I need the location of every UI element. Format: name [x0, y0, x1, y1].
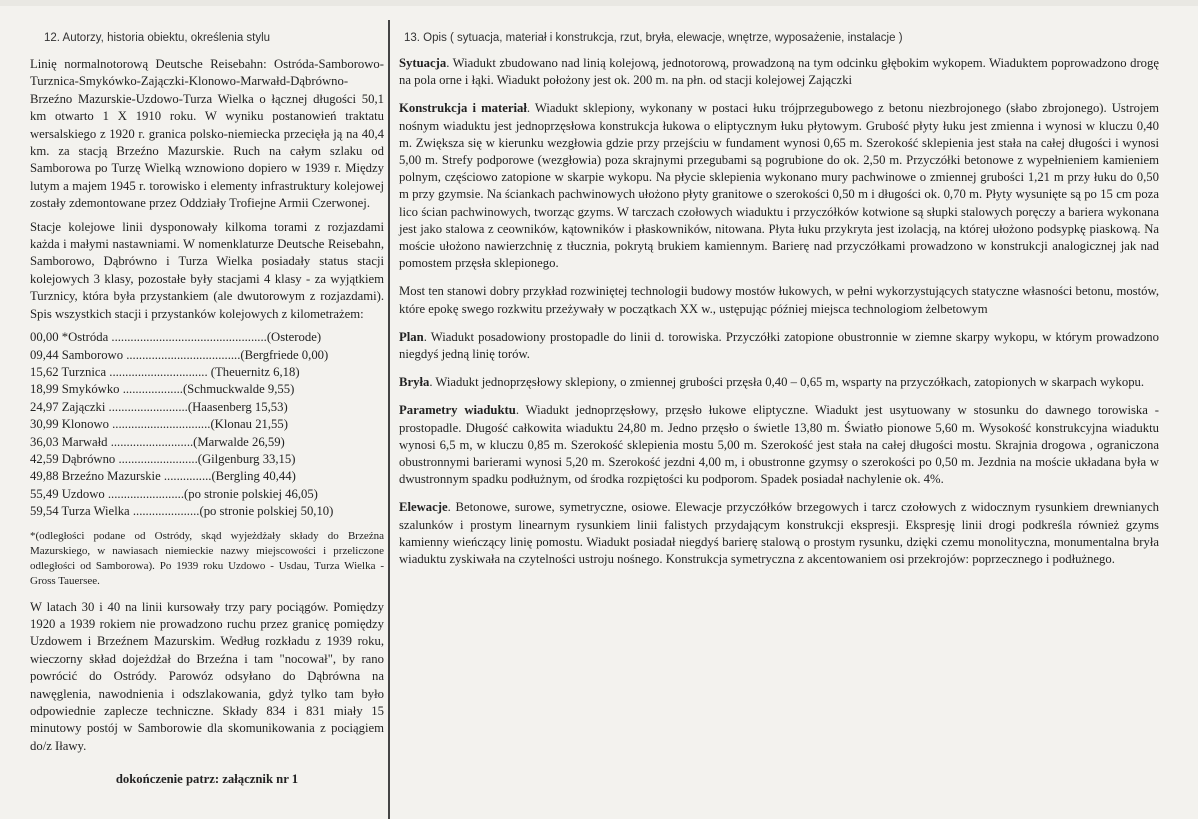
station-item: 15,62 Turznica ............................... (Theuernitz 6,18) — [30, 364, 300, 379]
summary-section — [399, 283, 1159, 317]
form-section — [399, 374, 1159, 391]
right-column — [399, 55, 1159, 579]
station-item: 09,44 Samborowo ....................................(Bergfriede 0,00) — [30, 347, 329, 362]
section-text: Most ten stanowi dobry przykład rozwiniętej technologii budowy mostów łukowych, w pełni wykorzystujących statyczne własności betonu, mostów, które epokę swego rozkwitu przeżywały w początkach XX w., ustępując później miejsca technologiom żelbetowym — [399, 284, 1159, 316]
history-paragraph: Linię normalnotorową Deutsche Reisebahn: Ostróda-Samborowo-Turznica-Smykówko-Zajączki-Klonowo-Marwałd-Dąbrówno-Brzeźno Mazurskie-Uzdowo-Turza Wielka o łącznej długości 50,1 km otwarto 1 X 1910 roku. W wyniku postanowień traktatu wersalskiego z 1920 r. granica polsko-niemiecka przecięła ją na 40,4 km. za stacją Brzeźno Mazurskie. Ruch na całym szlaku od Samborowa po Turzę Wielką wznowiono dopiero w 1939 r. Między lutym a majem 1945 r. torowisko i elementy infrastruktury kolejowej zostały zdemontowane przez Oddziały Trofiejne Armii Czerwonej. — [30, 57, 384, 211]
section-label: Konstrukcja i materiał — [399, 101, 527, 116]
section-text: . Wiadukt sklepiony, wykonany w postaci łuku trójprzegubowego z betonu niezbrojonego (słabo zbrojonego). Ustrojem nośnym wiaduktu jest jednoprzęsłowa konstrukcja łukowa o eliptycznym łuku płytowym. Grubość płyty łuku jest zmienna i wynosi w kluczu 0,40 m. Zwiększa się w kierunku wezgłowia gdzie przy przejściu w fundament wynosi 0,65 m. Szerokość sklepienia jest stała na całej długości i wynosi 5,00 m. Strefy podporowe (wezgłowia) poza skrajnymi przegubami są pogrubione do ok. 2,50 m. Przyczółki betonowe z wypełnieniem kamieniem polnym, częściowo zatopione w skarpie wykopu. Na płycie sklepienia wykonano mury pachwinowe o zmiennej grubości 1,21 m przy łuku do 0,50 m przy gzymsie. Na ściankach pachwinowych ułożono płyty granitowe o szerokości 0,50 m i długości ok. 0,70 m. Płyty wysunięte są po 15 cm poza lico ścian pachwinowych, tworząc gzyms. W tarczach czołowych wiaduktu i przyczółków kotwione są słupki stalowych poręczy a bariera wykonana jest jako stalowa z ceowników, kątowników i płaskowników, nitowana. Płyta łuku przykryta jest izolacją, na której ułożono podsypkę piaskową. Na moście ułożono nawierzchnię z tłucznia, pokrytą brukiem kamiennym. Barierę nad przyczółkami prowadzono w konstrukcji analogicznej jak nad pomostem przęsła sklepionego. — [399, 101, 1159, 271]
section-text: . Betonowe, surowe, symetryczne, osiowe. Elewacje przyczółków brzegowych i tarcz czołowych z widocznym rysunkiem drewnianych szalunków i prostym linearnym rysunkiem linii falistych przydającym konstrukcji ekspresji. Ekspresję linii drogi podkreśla również gzyms kamienny wieńczący linię pomostu. Wiadukt posiadał niegdyś barierę stalową o prostym rysunku, dzięki czemu monolityczna, monumentalna bryła wiaduktu zyskiwała na czytelności ustroju nośnego. Konstrukcja symetryczna z akcentowaniem osi przekrojów: poprzecznego i podłużnego. — [399, 500, 1159, 567]
station-item: 00,00 *Ostróda .................................................(Osterode) — [30, 330, 322, 345]
elevations-section — [399, 499, 1159, 568]
station-item: 18,99 Smykówko ...................(Schmuckwalde 9,55) — [30, 382, 295, 397]
scan-edge — [0, 0, 1198, 6]
station-item: 30,99 Klonowo ...............................(Klonau 21,55) — [30, 417, 288, 432]
section-label: Plan — [399, 329, 424, 344]
construction-section — [399, 100, 1159, 272]
column-divider — [388, 20, 390, 819]
station-item: 59,54 Turza Wielka .....................(po stronie polskiej 50,10) — [30, 504, 334, 519]
section-text: . Wiadukt jednoprzęsłowy sklepiony, o zmiennej grubości przęsła 0,40 – 0,65 m, wsparty na przyczółkach, zatopionych w skarpach wykopu. — [429, 375, 1145, 390]
section-label: Elewacje — [399, 500, 448, 515]
continuation-note: dokończenie patrz: załącznik nr 1 — [115, 772, 299, 787]
parameters-section — [399, 402, 1159, 488]
station-list — [30, 329, 384, 520]
station-item: 36,03 Marwałd ..........................(Marwalde 26,59) — [30, 434, 285, 449]
station-item: 49,88 Brzeźno Mazurskie ...............(Bergling 40,44) — [30, 469, 296, 484]
section-label: Parametry wiaduktu — [399, 403, 516, 418]
trains-paragraph: W latach 30 i 40 na linii kursowały trzy pary pociągów. Pomiędzy 1920 a 1939 rokiem nie prowadzono ruchu przez granicę pomiędzy Uzdowem i Brzeźnem Mazurskim. Według rozkładu z 1939 roku, wieczorny skład dojeżdżał do Brzeźna i tam "nocował", by rano powrócić do Ostródy. Parowóz odsyłano do Dąbrówna na nawęglenia, nawodnienia i odszlakowania, gdyż tylko tam było odpowiednie zaplecze techniczne. Składy 834 i 831 miały 15 minutowy postój w Samborowie dla skomunikowania z pociągiem do/z Iławy. — [30, 599, 384, 753]
situation-section — [399, 55, 1159, 89]
station-item: 24,97 Zajączki .........................(Haasenberg 15,53) — [30, 399, 288, 414]
section-text: . Wiadukt jednoprzęsłowy, przęsło łukowe eliptyczne. Wiadukt jest usytuowany w stosunku do dawnego torowiska - prostopadle. Długość całkowita wiaduktu 24,80 m. Jedno przęsło o świetle 13,80 m. Światło pionowe 5,60 m. Wysokość konstrukcyjna wiaduktu wynosi 6,5 m, w kluczu 0,85 m. Szerokość sklepienia mostu 5,00 m. Szerokość jest stała na całej długości mostu. Skrajnia drogowa , ograniczona obustronnymi barierami wynosi 5,20 m. Szerokość jezdni 4,00 m, i obustronne gzymsy o szerokości po 0,50 m. Jezdnia na moście układana była w dwustronnym spadku podłużnym, od środka rozpiętości ku podporom. Spadek posiadał nachylenie ok. 4%. — [399, 403, 1160, 487]
station-item: 42,59 Dąbrówno .........................(Gilgenburg 33,15) — [30, 451, 296, 466]
section-text: . Wiadukt posadowiony prostopadle do linii d. torowiska. Przyczółki zatopione obustronnie w ziemne skarpy wykopu, w którym prowadzono niegdyś jedną linię torów. — [399, 329, 1159, 362]
section-12-heading: 12. Autorzy, historia obiektu, określenia stylu — [44, 32, 271, 44]
stations-paragraph: Stacje kolejowe linii dysponowały kilkoma torami z rozjazdami każda i małymi nastawniami. W nomenklaturze Deutsche Reisebahn, Samborowo, Dąbrówno i Turza Wielka posiadały status stacji kolejowych 3 klasy, pozostałe były stacjami 4 klasy - za wyjątkiem Turznicy, która była przystankiem (ale dwutorowym z rozjazdami). Spis wszystkich stacji i przystanków kolejowych z kilometrażem: — [30, 219, 384, 321]
footnote: *(odległości podane od Ostródy, skąd wyjeżdżały składy do Brzeźna Mazurskiego, w nawiasach niemieckie nazwy miejscowości i przeliczone odległości od Samborowa). Po 1939 roku Uzdowo - Usdau, Turza Wielka - Gross Tauersee. — [30, 529, 384, 587]
section-13-heading: 13. Opis ( sytuacja, materiał i konstrukcja, rzut, bryła, elewacje, wnętrze, wyposażenie, instalacje ) — [404, 32, 903, 44]
section-text: . Wiadukt zbudowano nad linią kolejową, jednotorową, prowadzoną na tym odcinku głębokim wykopem. Wiaduktem poprowadzono drogę na pola orne i łąki. Wiadukt położony jest ok. 200 m. na płn. od stacji kolejowej Zajączki — [399, 56, 1159, 88]
section-label: Sytuacja — [399, 56, 447, 70]
section-label: Bryła — [399, 375, 430, 390]
station-item: 55,49 Uzdowo ........................(po stronie polskiej 46,05) — [30, 486, 318, 501]
plan-section — [399, 329, 1159, 363]
left-column — [30, 56, 384, 795]
